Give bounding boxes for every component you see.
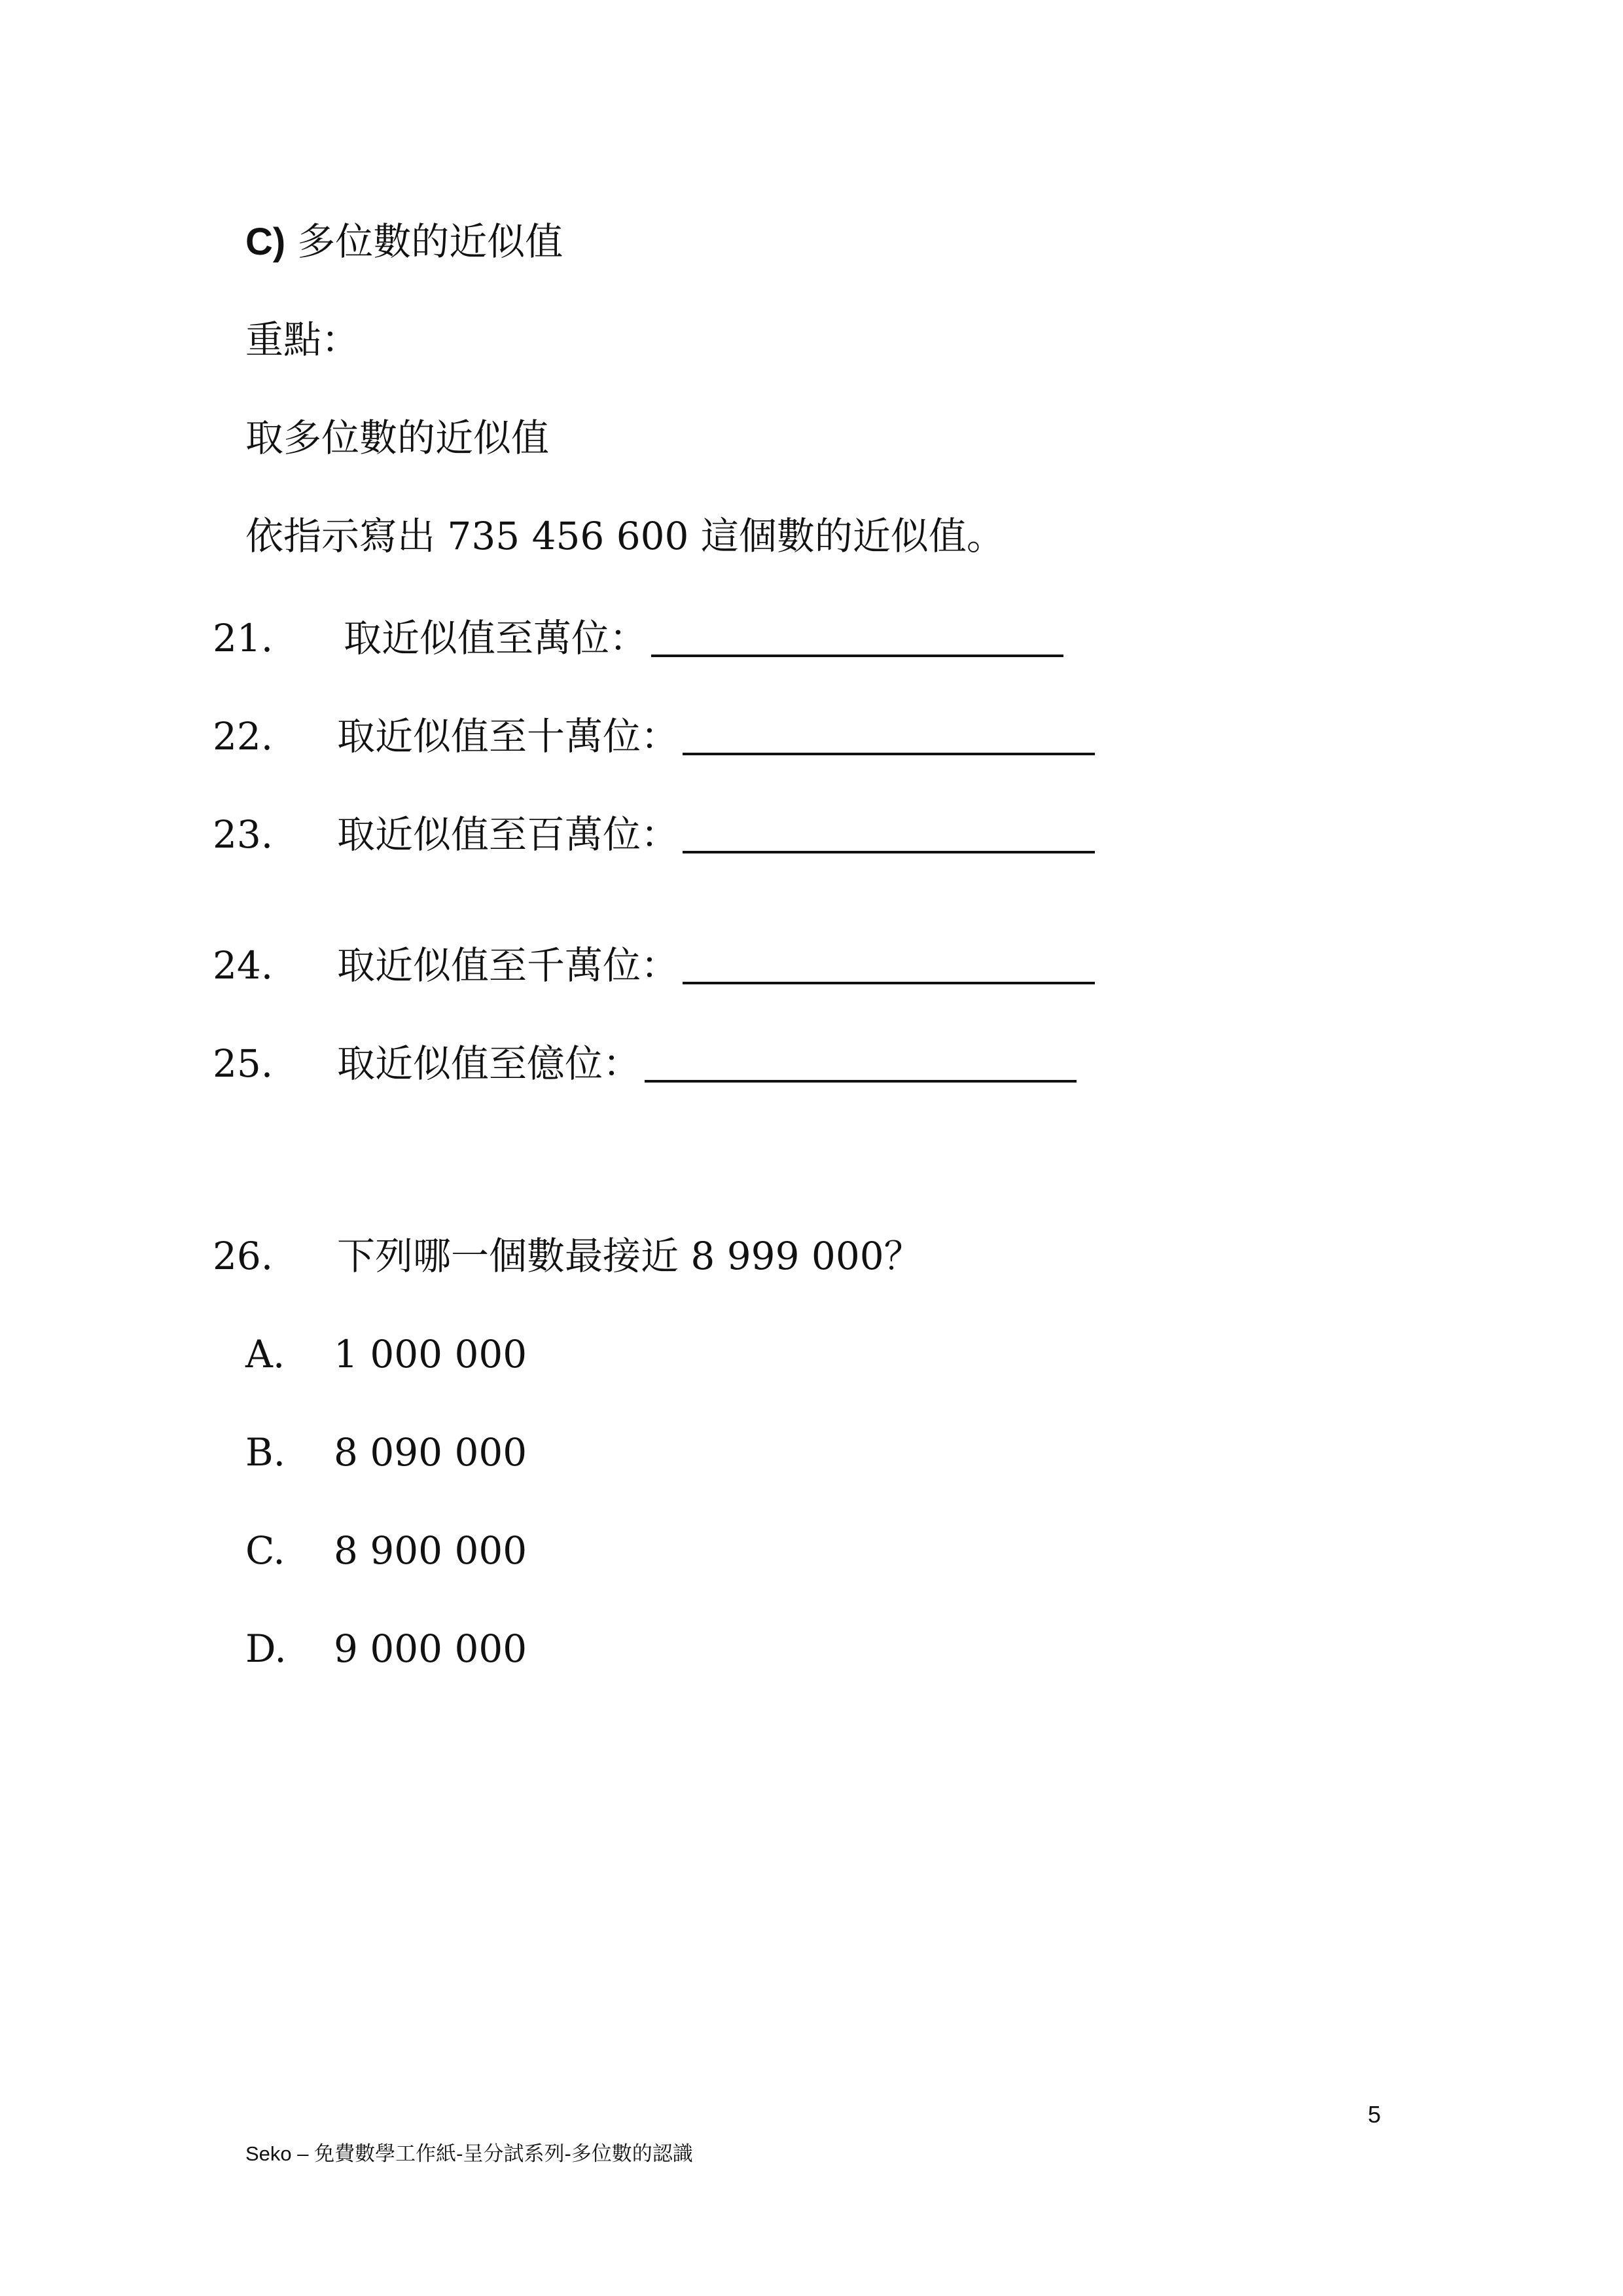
question-number: 23. bbox=[213, 812, 274, 857]
section-title: 多位數的近似值 bbox=[297, 219, 563, 264]
footer-text: Seko – 免費數學工作紙-呈分試系列-多位數的認識 bbox=[245, 2142, 693, 2165]
option-value: 8 900 000 bbox=[334, 1528, 527, 1573]
option-value: 8 090 000 bbox=[334, 1430, 527, 1475]
question-21 bbox=[213, 615, 1063, 660]
answer-blank[interactable] bbox=[683, 942, 1095, 984]
page-number: 5 bbox=[1368, 2101, 1382, 2128]
option-value: 9 000 000 bbox=[334, 1626, 527, 1671]
question-prompt: 取近似值至十萬位： bbox=[337, 714, 679, 759]
question-number: 24. bbox=[213, 943, 274, 988]
option-letter: A. bbox=[245, 1332, 285, 1376]
topic-line: 取多位數的近似值 bbox=[245, 416, 550, 460]
instruction-line: 依指示寫出 735 456 600 這個數的近似值。 bbox=[245, 514, 1005, 558]
question-23 bbox=[213, 812, 1095, 857]
question-prompt: 取近似值至萬位： bbox=[344, 616, 648, 660]
question-prompt: 取近似值至千萬位： bbox=[337, 943, 679, 988]
mcq-option-c[interactable] bbox=[245, 1528, 527, 1573]
question-22 bbox=[213, 713, 1095, 759]
question-prompt: 下列哪一個數最接近 8 999 000？ bbox=[337, 1234, 922, 1278]
section-heading bbox=[245, 219, 563, 264]
answer-blank[interactable] bbox=[645, 1041, 1077, 1083]
mcq-option-b[interactable] bbox=[245, 1430, 527, 1475]
question-prompt: 取近似值至百萬位： bbox=[337, 812, 679, 857]
question-number: 25. bbox=[213, 1041, 274, 1086]
section-letter: C) bbox=[245, 221, 286, 263]
question-25 bbox=[213, 1041, 1077, 1086]
question-number: 21. bbox=[213, 616, 274, 660]
question-24 bbox=[213, 942, 1095, 988]
option-value: 1 000 000 bbox=[334, 1332, 527, 1376]
key-points-label: 重點： bbox=[245, 317, 360, 362]
answer-blank[interactable] bbox=[683, 812, 1095, 853]
option-letter: D. bbox=[245, 1626, 287, 1671]
question-26 bbox=[213, 1234, 922, 1278]
mcq-option-d[interactable] bbox=[245, 1626, 527, 1671]
option-letter: B. bbox=[245, 1430, 286, 1475]
question-number: 26. bbox=[213, 1234, 274, 1278]
question-number: 22. bbox=[213, 714, 274, 759]
question-prompt: 取近似值至億位： bbox=[337, 1041, 641, 1086]
mcq-option-a[interactable] bbox=[245, 1332, 527, 1376]
answer-blank[interactable] bbox=[651, 615, 1063, 657]
answer-blank[interactable] bbox=[683, 713, 1095, 755]
option-letter: C. bbox=[245, 1528, 285, 1573]
